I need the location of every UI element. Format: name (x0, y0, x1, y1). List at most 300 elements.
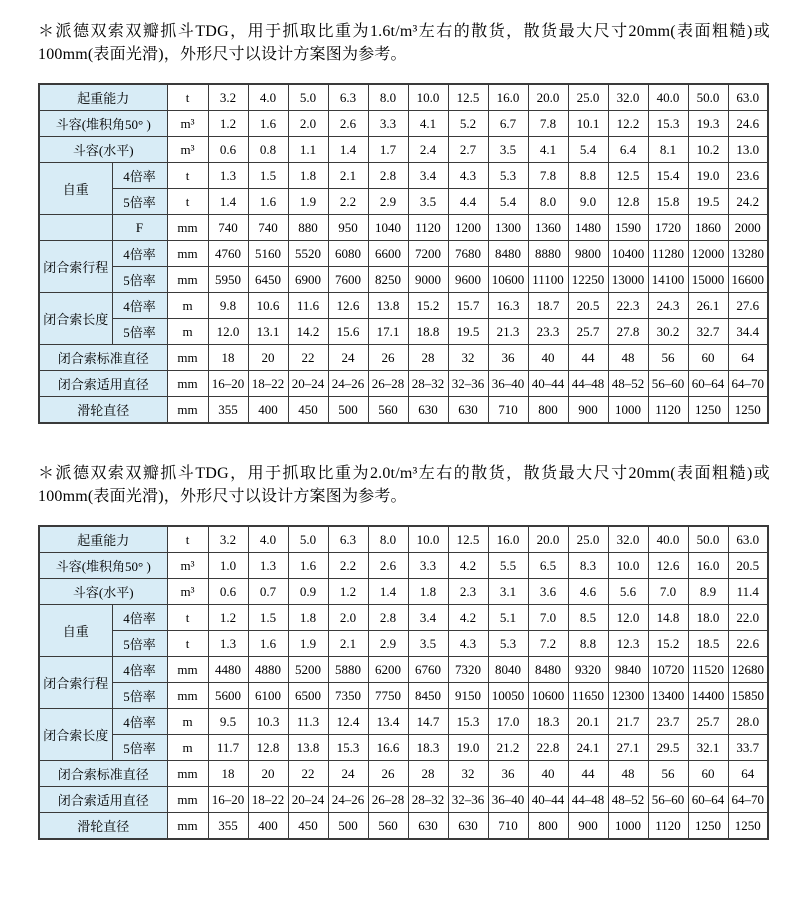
spec-table (38, 525, 769, 840)
value-cell: 900 (568, 813, 608, 840)
row-sublabel: 5倍率 (112, 319, 167, 345)
value-cell: 10.0 (408, 526, 448, 553)
value-cell: 20–24 (288, 787, 328, 813)
value-cell: 5.6 (608, 579, 648, 605)
value-cell: 8480 (488, 241, 528, 267)
value-cell: 6.4 (608, 137, 648, 163)
value-cell: 7.2 (528, 631, 568, 657)
value-cell: 32.0 (608, 526, 648, 553)
row-sublabel: F (112, 215, 167, 241)
value-cell: 5.0 (288, 84, 328, 111)
value-cell: 25.0 (568, 526, 608, 553)
value-cell: 6200 (368, 657, 408, 683)
value-cell: 36–40 (488, 787, 528, 813)
value-cell: 15850 (728, 683, 768, 709)
value-cell: 25.7 (568, 319, 608, 345)
value-cell: 12.5 (448, 84, 488, 111)
value-cell: 26 (368, 345, 408, 371)
row-label: 斗容(水平) (39, 579, 167, 605)
value-cell: 6500 (288, 683, 328, 709)
value-cell: 8.8 (568, 631, 608, 657)
unit-cell: t (167, 189, 208, 215)
value-cell: 10050 (488, 683, 528, 709)
value-cell: 5.3 (488, 163, 528, 189)
value-cell: 2.0 (288, 111, 328, 137)
row-label: 滑轮直径 (39, 813, 167, 840)
value-cell: 48 (608, 761, 648, 787)
value-cell: 9320 (568, 657, 608, 683)
value-cell: 630 (448, 813, 488, 840)
value-cell: 2.1 (328, 631, 368, 657)
value-cell: 740 (248, 215, 288, 241)
value-cell: 9600 (448, 267, 488, 293)
value-cell: 4.3 (448, 631, 488, 657)
value-cell: 13280 (728, 241, 768, 267)
value-cell: 355 (208, 397, 248, 424)
value-cell: 3.4 (408, 605, 448, 631)
value-cell: 11650 (568, 683, 608, 709)
value-cell: 2.4 (408, 137, 448, 163)
value-cell: 24.6 (728, 111, 768, 137)
value-cell: 1.2 (208, 605, 248, 631)
unit-cell: t (167, 163, 208, 189)
value-cell: 1120 (408, 215, 448, 241)
value-cell: 1250 (688, 397, 728, 424)
value-cell: 23.6 (728, 163, 768, 189)
value-cell: 7600 (328, 267, 368, 293)
value-cell: 1.6 (248, 189, 288, 215)
value-cell: 60–64 (688, 371, 728, 397)
value-cell: 10.6 (248, 293, 288, 319)
value-cell: 7750 (368, 683, 408, 709)
value-cell: 1.5 (248, 163, 288, 189)
value-cell: 1.4 (208, 189, 248, 215)
value-cell: 1.2 (328, 579, 368, 605)
table-row (39, 111, 768, 137)
unit-cell: mm (167, 813, 208, 840)
row-sublabel: 4倍率 (112, 709, 167, 735)
value-cell: 12.5 (608, 163, 648, 189)
value-cell: 560 (368, 813, 408, 840)
value-cell: 23.3 (528, 319, 568, 345)
value-cell: 15000 (688, 267, 728, 293)
value-cell: 20–24 (288, 371, 328, 397)
value-cell: 5.0 (288, 526, 328, 553)
value-cell: 16600 (728, 267, 768, 293)
value-cell: 1.7 (368, 137, 408, 163)
value-cell: 2.6 (368, 553, 408, 579)
row-label: 斗容(堆积角50° ) (39, 111, 167, 137)
value-cell: 2.1 (328, 163, 368, 189)
value-cell: 0.7 (248, 579, 288, 605)
value-cell: 6080 (328, 241, 368, 267)
value-cell: 20.0 (528, 84, 568, 111)
value-cell: 1.2 (208, 111, 248, 137)
value-cell: 8.8 (568, 163, 608, 189)
value-cell: 1.3 (248, 553, 288, 579)
value-cell: 21.3 (488, 319, 528, 345)
unit-cell: mm (167, 397, 208, 424)
unit-cell: t (167, 84, 208, 111)
value-cell: 63.0 (728, 526, 768, 553)
row-label: 自重 (39, 163, 112, 215)
section-grab-1-6 (38, 20, 770, 424)
value-cell: 2.3 (448, 579, 488, 605)
value-cell: 50.0 (688, 526, 728, 553)
value-cell: 800 (528, 813, 568, 840)
value-cell: 3.4 (408, 163, 448, 189)
value-cell: 1000 (608, 813, 648, 840)
value-cell: 1250 (728, 813, 768, 840)
value-cell: 5.3 (488, 631, 528, 657)
value-cell: 1.6 (248, 111, 288, 137)
value-cell: 44–48 (568, 787, 608, 813)
value-cell: 1.8 (288, 163, 328, 189)
value-cell: 16.0 (688, 553, 728, 579)
value-cell: 24.2 (728, 189, 768, 215)
value-cell: 15.2 (408, 293, 448, 319)
row-label-empty (39, 215, 112, 241)
table-row (39, 813, 768, 840)
unit-cell: m (167, 319, 208, 345)
value-cell: 0.9 (288, 579, 328, 605)
value-cell: 29.5 (648, 735, 688, 761)
value-cell: 2.7 (448, 137, 488, 163)
value-cell: 7350 (328, 683, 368, 709)
value-cell: 450 (288, 397, 328, 424)
value-cell: 15.3 (448, 709, 488, 735)
value-cell: 24 (328, 345, 368, 371)
value-cell: 13.1 (248, 319, 288, 345)
value-cell: 26 (368, 761, 408, 787)
value-cell: 1.0 (208, 553, 248, 579)
value-cell: 22.6 (728, 631, 768, 657)
unit-cell: mm (167, 761, 208, 787)
value-cell: 17.1 (368, 319, 408, 345)
value-cell: 15.4 (648, 163, 688, 189)
unit-cell: m (167, 293, 208, 319)
value-cell: 30.2 (648, 319, 688, 345)
value-cell: 26.1 (688, 293, 728, 319)
row-sublabel: 4倍率 (112, 293, 167, 319)
value-cell: 50.0 (688, 84, 728, 111)
value-cell: 12.2 (608, 111, 648, 137)
value-cell: 4.2 (448, 553, 488, 579)
value-cell: 9150 (448, 683, 488, 709)
value-cell: 15.8 (648, 189, 688, 215)
value-cell: 19.5 (688, 189, 728, 215)
value-cell: 900 (568, 397, 608, 424)
value-cell: 4760 (208, 241, 248, 267)
value-cell: 400 (248, 397, 288, 424)
value-cell: 20.5 (568, 293, 608, 319)
value-cell: 1040 (368, 215, 408, 241)
row-label: 闭合索适用直径 (39, 371, 167, 397)
row-label: 斗容(堆积角50° ) (39, 553, 167, 579)
value-cell: 560 (368, 397, 408, 424)
value-cell: 1.9 (288, 189, 328, 215)
value-cell: 1.6 (248, 631, 288, 657)
value-cell: 22 (288, 345, 328, 371)
value-cell: 18 (208, 345, 248, 371)
value-cell: 32 (448, 345, 488, 371)
value-cell: 18.3 (408, 735, 448, 761)
value-cell: 56 (648, 345, 688, 371)
value-cell: 56–60 (648, 371, 688, 397)
value-cell: 14400 (688, 683, 728, 709)
table-row (39, 787, 768, 813)
section-intro: ＊派德双索双瓣抓斗TDG，用于抓取比重为2.0t/m³左右的散货，散货最大尺寸20mm(表面粗糙)或100mm(表面光滑)，外形尺寸以设计方案图为参考。 (38, 465, 770, 505)
value-cell: 44–48 (568, 371, 608, 397)
value-cell: 12.8 (608, 189, 648, 215)
value-cell: 4.6 (568, 579, 608, 605)
value-cell: 40.0 (648, 526, 688, 553)
value-cell: 25.0 (568, 84, 608, 111)
row-sublabel: 4倍率 (112, 605, 167, 631)
value-cell: 10.0 (408, 84, 448, 111)
value-cell: 15.7 (448, 293, 488, 319)
value-cell: 16–20 (208, 371, 248, 397)
value-cell: 1.4 (328, 137, 368, 163)
table-row (39, 163, 768, 189)
value-cell: 1.8 (288, 605, 328, 631)
value-cell: 56 (648, 761, 688, 787)
value-cell: 1590 (608, 215, 648, 241)
table-row (39, 293, 768, 319)
value-cell: 12.6 (648, 553, 688, 579)
value-cell: 3.5 (408, 631, 448, 657)
value-cell: 3.2 (208, 526, 248, 553)
value-cell: 60 (688, 761, 728, 787)
value-cell: 630 (448, 397, 488, 424)
value-cell: 11.6 (288, 293, 328, 319)
value-cell: 13.8 (288, 735, 328, 761)
value-cell: 8.9 (688, 579, 728, 605)
value-cell: 5950 (208, 267, 248, 293)
unit-cell: mm (167, 657, 208, 683)
value-cell: 6100 (248, 683, 288, 709)
value-cell: 5200 (288, 657, 328, 683)
value-cell: 2.9 (368, 189, 408, 215)
value-cell: 10600 (528, 683, 568, 709)
value-cell: 40–44 (528, 371, 568, 397)
value-cell: 3.5 (408, 189, 448, 215)
value-cell: 18.7 (528, 293, 568, 319)
value-cell: 20.1 (568, 709, 608, 735)
table-row (39, 579, 768, 605)
value-cell: 8.0 (368, 84, 408, 111)
row-sublabel: 5倍率 (112, 683, 167, 709)
value-cell: 12680 (728, 657, 768, 683)
value-cell: 7.0 (528, 605, 568, 631)
value-cell: 10.2 (688, 137, 728, 163)
row-label: 闭合索长度 (39, 709, 112, 761)
value-cell: 0.8 (248, 137, 288, 163)
value-cell: 64–70 (728, 787, 768, 813)
value-cell: 60 (688, 345, 728, 371)
value-cell: 28–32 (408, 371, 448, 397)
value-cell: 22.8 (528, 735, 568, 761)
value-cell: 15.2 (648, 631, 688, 657)
unit-cell: m³ (167, 579, 208, 605)
unit-cell: mm (167, 787, 208, 813)
value-cell: 26–28 (368, 371, 408, 397)
value-cell: 24.3 (648, 293, 688, 319)
value-cell: 8.3 (568, 553, 608, 579)
value-cell: 36 (488, 761, 528, 787)
value-cell: 630 (408, 397, 448, 424)
value-cell: 12.5 (448, 526, 488, 553)
value-cell: 7200 (408, 241, 448, 267)
value-cell: 6.5 (528, 553, 568, 579)
value-cell: 12.6 (328, 293, 368, 319)
section-intro: ＊派德双索双瓣抓斗TDG，用于抓取比重为1.6t/m³左右的散货，散货最大尺寸20mm(表面粗糙)或100mm(表面光滑)，外形尺寸以设计方案图为参考。 (38, 23, 770, 63)
value-cell: 500 (328, 813, 368, 840)
value-cell: 40.0 (648, 84, 688, 111)
value-cell: 44 (568, 761, 608, 787)
value-cell: 880 (288, 215, 328, 241)
value-cell: 20.0 (528, 526, 568, 553)
value-cell: 4880 (248, 657, 288, 683)
value-cell: 14.7 (408, 709, 448, 735)
spec-table-body (39, 526, 768, 839)
value-cell: 12000 (688, 241, 728, 267)
table-row (39, 241, 768, 267)
table-row (39, 735, 768, 761)
row-label: 闭合索适用直径 (39, 787, 167, 813)
value-cell: 1720 (648, 215, 688, 241)
value-cell: 3.5 (488, 137, 528, 163)
value-cell: 15.3 (648, 111, 688, 137)
value-cell: 16.3 (488, 293, 528, 319)
value-cell: 27.1 (608, 735, 648, 761)
value-cell: 5600 (208, 683, 248, 709)
value-cell: 21.2 (488, 735, 528, 761)
value-cell: 23.7 (648, 709, 688, 735)
section-grab-2-0 (38, 462, 770, 840)
table-row (39, 137, 768, 163)
value-cell: 11.7 (208, 735, 248, 761)
value-cell: 13.0 (728, 137, 768, 163)
value-cell: 4.0 (248, 526, 288, 553)
value-cell: 4.1 (408, 111, 448, 137)
value-cell: 710 (488, 397, 528, 424)
value-cell: 48–52 (608, 787, 648, 813)
value-cell: 18.3 (528, 709, 568, 735)
value-cell: 5.1 (488, 605, 528, 631)
value-cell: 10600 (488, 267, 528, 293)
table-row (39, 215, 768, 241)
value-cell: 11280 (648, 241, 688, 267)
value-cell: 40 (528, 345, 568, 371)
row-sublabel: 5倍率 (112, 735, 167, 761)
table-row (39, 553, 768, 579)
table-row (39, 683, 768, 709)
row-label: 闭合索行程 (39, 241, 112, 293)
value-cell: 28 (408, 761, 448, 787)
spec-table (38, 83, 769, 424)
table-row (39, 189, 768, 215)
value-cell: 4.3 (448, 163, 488, 189)
value-cell: 64 (728, 345, 768, 371)
value-cell: 32.1 (688, 735, 728, 761)
unit-cell: m³ (167, 111, 208, 137)
row-label: 闭合索标准直径 (39, 761, 167, 787)
value-cell: 12250 (568, 267, 608, 293)
value-cell: 7.8 (528, 111, 568, 137)
value-cell: 27.6 (728, 293, 768, 319)
value-cell: 32–36 (448, 371, 488, 397)
value-cell: 8250 (368, 267, 408, 293)
value-cell: 18.5 (688, 631, 728, 657)
value-cell: 13000 (608, 267, 648, 293)
value-cell: 36–40 (488, 371, 528, 397)
value-cell: 9.0 (568, 189, 608, 215)
value-cell: 8450 (408, 683, 448, 709)
value-cell: 5.4 (568, 137, 608, 163)
value-cell: 5.2 (448, 111, 488, 137)
table-row (39, 709, 768, 735)
table-row (39, 526, 768, 553)
value-cell: 32 (448, 761, 488, 787)
value-cell: 8.5 (568, 605, 608, 631)
value-cell: 8.0 (368, 526, 408, 553)
value-cell: 6900 (288, 267, 328, 293)
value-cell: 11.4 (728, 579, 768, 605)
value-cell: 4.2 (448, 605, 488, 631)
table-row (39, 84, 768, 111)
value-cell: 3.3 (408, 553, 448, 579)
value-cell: 24.1 (568, 735, 608, 761)
value-cell: 3.1 (488, 579, 528, 605)
value-cell: 6450 (248, 267, 288, 293)
value-cell: 1000 (608, 397, 648, 424)
row-label: 自重 (39, 605, 112, 657)
value-cell: 28–32 (408, 787, 448, 813)
value-cell: 17.0 (488, 709, 528, 735)
value-cell: 16.0 (488, 84, 528, 111)
value-cell: 5160 (248, 241, 288, 267)
value-cell: 1.9 (288, 631, 328, 657)
value-cell: 5.4 (488, 189, 528, 215)
value-cell: 9.5 (208, 709, 248, 735)
value-cell: 9840 (608, 657, 648, 683)
value-cell: 44 (568, 345, 608, 371)
value-cell: 0.6 (208, 579, 248, 605)
row-sublabel: 5倍率 (112, 267, 167, 293)
value-cell: 11.3 (288, 709, 328, 735)
value-cell: 11100 (528, 267, 568, 293)
table-row (39, 267, 768, 293)
value-cell: 34.4 (728, 319, 768, 345)
value-cell: 10400 (608, 241, 648, 267)
value-cell: 18–22 (248, 371, 288, 397)
value-cell: 1300 (488, 215, 528, 241)
unit-cell: t (167, 526, 208, 553)
value-cell: 7.8 (528, 163, 568, 189)
row-label: 斗容(水平) (39, 137, 167, 163)
unit-cell: m³ (167, 553, 208, 579)
table-row (39, 761, 768, 787)
row-label: 闭合索标准直径 (39, 345, 167, 371)
value-cell: 24–26 (328, 787, 368, 813)
value-cell: 7.0 (648, 579, 688, 605)
value-cell: 5.5 (488, 553, 528, 579)
value-cell: 20 (248, 345, 288, 371)
value-cell: 15.6 (328, 319, 368, 345)
unit-cell: t (167, 631, 208, 657)
value-cell: 2.2 (328, 553, 368, 579)
